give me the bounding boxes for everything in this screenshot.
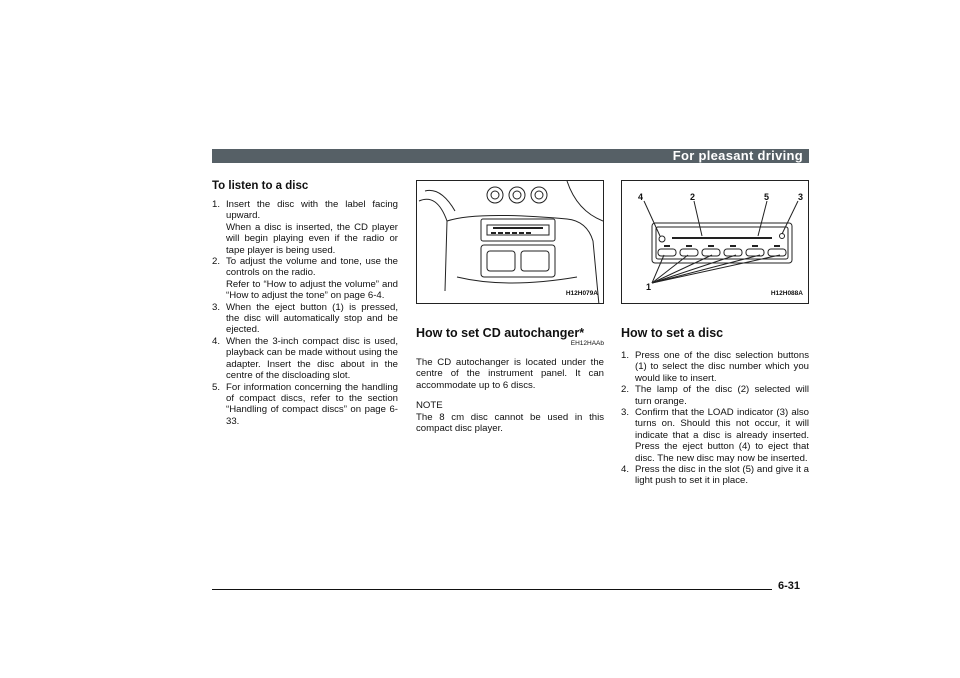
set-disc-title: How to set a disc <box>621 326 724 340</box>
autochanger-title: How to set CD autochanger* <box>416 326 585 340</box>
step-sub: When a disc is inserted, the CD player will begin playing even if the radio or tape player is being used. <box>226 221 398 256</box>
autochanger-section <box>416 180 604 434</box>
footer-rule <box>212 589 772 590</box>
step-text: Press the disc in the slot (5) and give it a light push to set it in place. <box>635 464 809 487</box>
step-sub: Refer to “How to adjust the volume” and “How to adjust the tone” on page 6-4. <box>226 278 398 302</box>
list-item: 3. Confirm that the LOAD indicator (3) also turns on. Should this not occur, it will indicate that a disc is already inserted. Press the eject button (4) to eject that disc. The new disc may now be inserted. <box>621 407 809 464</box>
callout-1: 1 <box>646 282 652 292</box>
list-item: 5. For information concerning the handling of compact discs, refer to the section “Handling of compact discs” on page 6-33. <box>212 381 398 427</box>
figure-code: H12H088A <box>770 289 803 297</box>
listen-section <box>212 180 398 427</box>
set-disc-section <box>621 180 809 487</box>
list-item: 2. The lamp of the disc (2) selected will turn orange. <box>621 384 809 407</box>
section-header: For pleasant driving <box>212 149 809 163</box>
list-item: 3. When the eject button (1) is pressed, the disc will automatically stop and be ejected. <box>212 301 398 336</box>
callout-2: 2 <box>690 192 696 202</box>
list-item: 2. To adjust the volume and tone, use the controls on the radio. Refer to “How to adjust the volume” and “How to adjust the tone” on page 6-4. <box>212 256 398 302</box>
callout-3: 3 <box>798 192 804 202</box>
callout-4: 4 <box>638 192 644 202</box>
step-text: Press one of the disc selection buttons (1) to select the disc number which you would like to insert. <box>635 350 809 384</box>
note-label: NOTE <box>416 400 443 412</box>
step-text: To adjust the volume and tone, use the controls on the radio. <box>226 256 398 279</box>
section-code: EH12HAAb <box>570 340 604 347</box>
step-text: Insert the disc with the label facing upward. <box>226 199 398 222</box>
step-text: When the eject button (1) is pressed, the disc will automatically stop and be ejected. <box>226 301 398 336</box>
dashboard-illustration <box>416 180 604 304</box>
step-text: When the 3-inch compact disc is used, playback can be made without using the adapter. Insert the disc about in the centre of the discloading slot. <box>226 335 398 382</box>
step-text: For information concerning the handling of compact discs, refer to the section “Handling of compact discs” on page 6-33. <box>226 381 398 427</box>
note-text: The 8 cm disc cannot be used in this compact disc player. <box>416 411 604 435</box>
autochanger-body: The CD autochanger is located under the centre of the instrument panel. It can accommodate up to 6 discs. <box>416 357 604 391</box>
listen-steps <box>212 199 398 427</box>
list-item: 4. When the 3-inch compact disc is used, playback can be made without using the adapter. Insert the disc about in the centre of the discloading slot. <box>212 335 398 382</box>
figure-code: H12H079A <box>565 289 598 297</box>
step-text: Confirm that the LOAD indicator (3) also turns on. Should this not occur, it will indicate that a disc is already inserted. Press the eject button (4) to eject that disc. The new disc may now be inserted. <box>635 407 809 464</box>
listen-title: To listen to a disc <box>212 180 309 192</box>
list-item: 4. Press the disc in the slot (5) and give it a light push to set it in place. <box>621 464 809 487</box>
dashboard-drawing <box>417 181 604 304</box>
step-text: The lamp of the disc (2) selected will turn orange. <box>635 384 809 407</box>
cd-autochanger-illustration <box>621 180 809 304</box>
set-disc-steps <box>621 350 809 487</box>
list-item: 1. Insert the disc with the label facing upward. When a disc is inserted, the CD player will begin playing even if the radio or tape player is being used. <box>212 199 398 256</box>
callout-5: 5 <box>764 192 770 202</box>
list-item: 1. Press one of the disc selection buttons (1) to select the disc number which you would like to insert. <box>621 350 809 384</box>
page-number: 6-31 <box>778 580 801 592</box>
